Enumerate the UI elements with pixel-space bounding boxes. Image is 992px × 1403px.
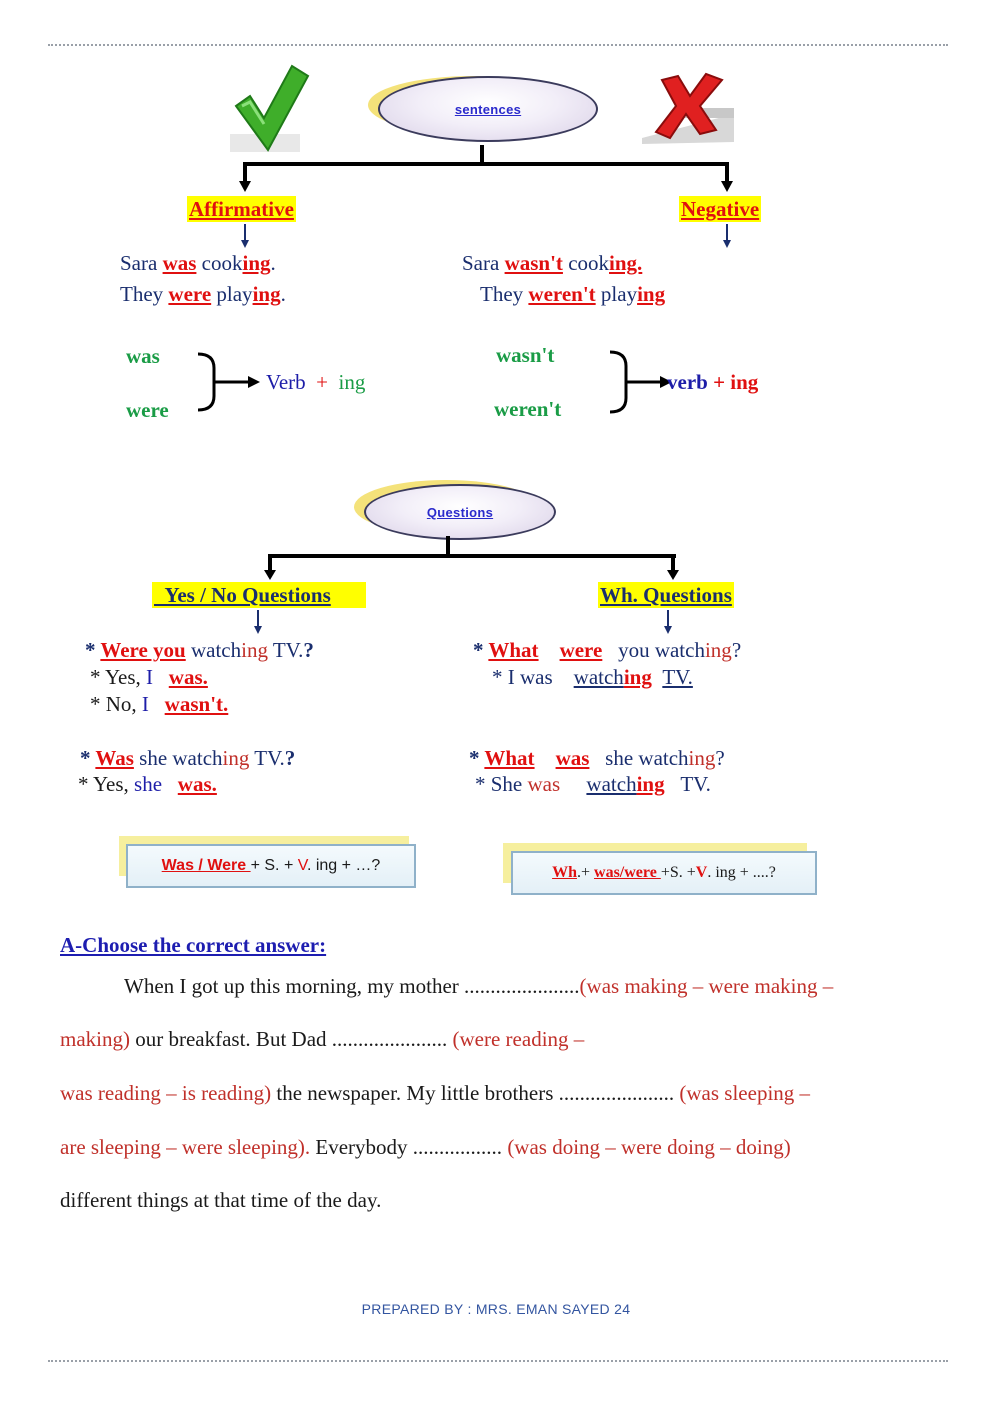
yn-question-2: * Was she watching TV.? xyxy=(80,746,296,770)
yn-answer-3: * Yes, she was. xyxy=(78,772,217,796)
wh-question-1: * What were you watching? xyxy=(473,638,742,662)
neg-sentence-2: They weren't playing xyxy=(480,282,666,306)
aff-sentence-1: Sara was cooking. xyxy=(120,251,276,275)
formula-left-text: Was / Were + S. + V. ing + …? xyxy=(161,857,381,874)
exercise-heading: A-Choose the correct answer: xyxy=(60,933,327,957)
neg-sentence-1: Sara wasn't cooking. xyxy=(462,251,643,275)
wh-label: Wh. Questions xyxy=(600,583,732,607)
rule-was: was xyxy=(126,344,160,368)
affirmative-label: Affirmative xyxy=(189,197,294,221)
exercise-line-1: When I got up this morning, my mother ......................(was making – were making – xyxy=(124,974,834,998)
rule-neg-verb-ing: verb + ing xyxy=(667,370,759,394)
rule-were: were xyxy=(126,398,169,422)
wh-answer-2: * She was watching TV. xyxy=(475,772,711,796)
exercise-line-2: making) our breakfast. But Dad ...................... (were reading – xyxy=(60,1027,585,1051)
diagram2-connectors xyxy=(0,460,992,640)
exercise-line-5: different things at that time of the day. xyxy=(60,1188,382,1212)
diagram1-connectors xyxy=(0,0,992,460)
questions-title: Questions xyxy=(426,504,494,520)
wh-answer-1: * I was watching TV. xyxy=(492,665,693,689)
sentences-title: sentences xyxy=(454,101,522,117)
aff-sentence-2: They were playing. xyxy=(120,282,286,306)
yn-answer-1: * Yes, I was. xyxy=(90,665,208,689)
yn-question-1: * Were you watching TV.? xyxy=(85,638,314,662)
yes-no-label: Yes / No Questions xyxy=(152,582,366,608)
formula-right-box xyxy=(511,851,817,895)
wh-question-2: * What was she watching? xyxy=(469,746,725,770)
negative-label: Negative xyxy=(681,197,760,221)
footer: PREPARED BY : MRS. EMAN SAYED 24 xyxy=(361,1301,631,1317)
exercise-line-3: was reading – is reading) the newspaper. My little brothers ...................... (was sleeping – xyxy=(60,1081,811,1105)
yn-answer-2: * No, I wasn't. xyxy=(90,692,229,716)
rule-werent: weren't xyxy=(494,397,562,421)
formula-right-text: Wh.+ was/were +S. +V. ing + ....? xyxy=(552,864,776,881)
rule-wasnt: wasn't xyxy=(496,343,555,367)
formula-left-box xyxy=(126,844,416,888)
rule-verb-ing: Verb + ing xyxy=(266,370,366,394)
bottom-border xyxy=(48,1360,948,1362)
exercise-line-4: are sleeping – were sleeping). Everybody ................. (was doing – were doing – doing) xyxy=(60,1135,791,1159)
